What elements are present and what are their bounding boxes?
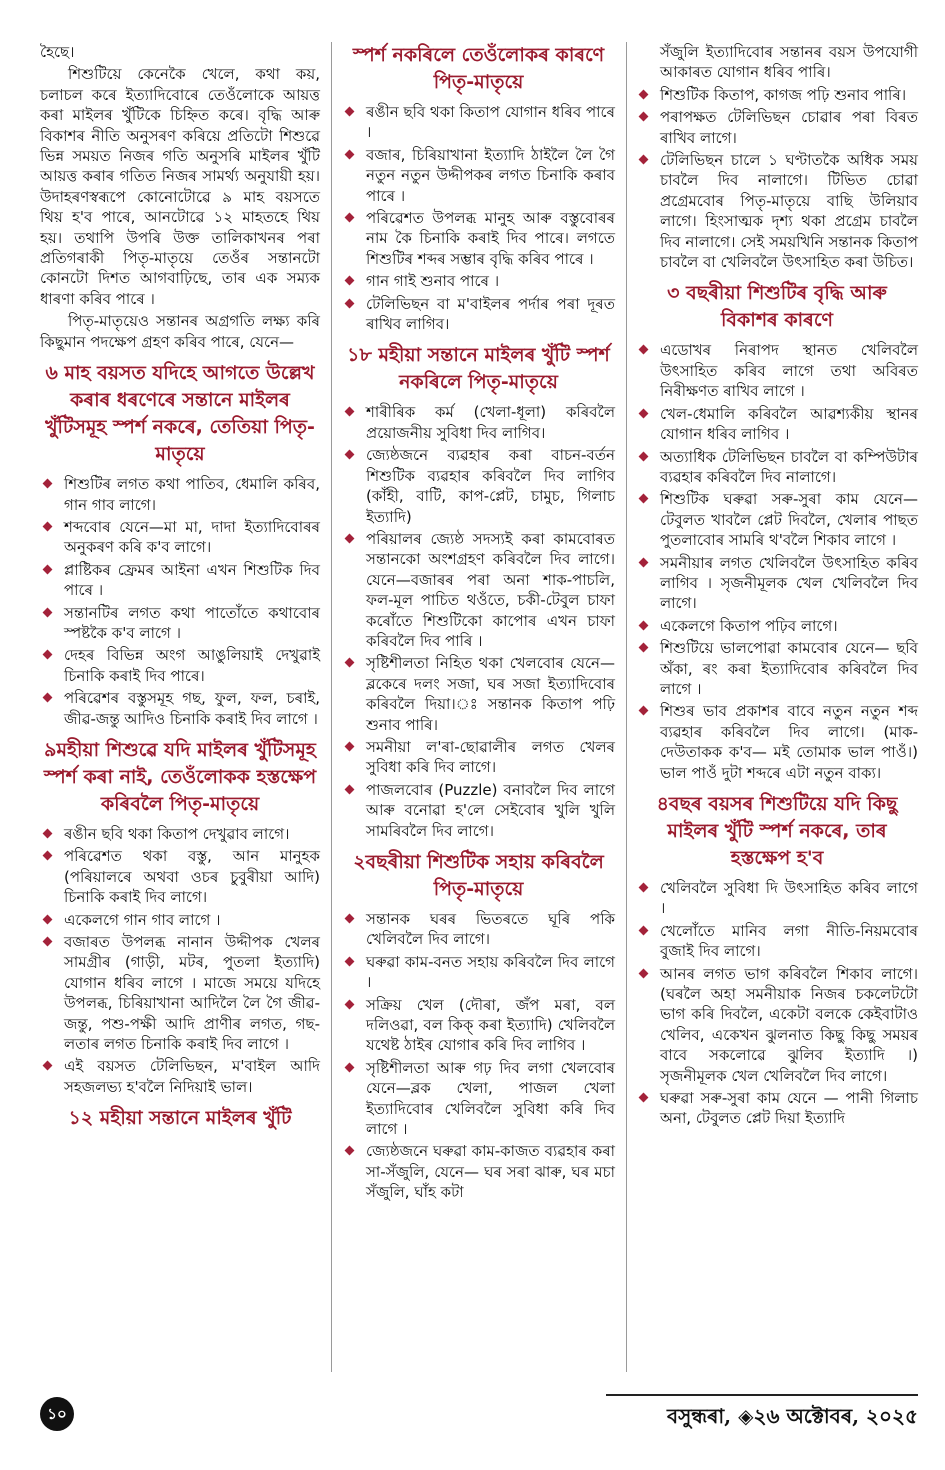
diamond-bullet-icon (639, 494, 649, 504)
list-item (342, 780, 615, 841)
diamond-bullet-icon (345, 1062, 355, 1072)
diamond-bullet-icon (345, 956, 355, 966)
list-item-text: শাৰীৰিক কৰ্ম (খেলা-ধূলা) কৰিবলৈ প্ৰয়োজনীয় সুবিধা দিব লাগিব। (366, 403, 615, 442)
bullet-list (342, 102, 615, 334)
diamond-bullet-icon (639, 155, 649, 165)
diamond-bullet-icon (345, 533, 355, 543)
section-heading: ৯মহীয়া শিশুৱে যদি মাইলৰ খুঁটিসমূহ স্পৰ্শ কৰা নাই, তেওঁলোকক হস্তক্ষেপ কৰিবলৈ পিতৃ-মাতৃয়ে (43, 738, 317, 815)
diamond-bullet-icon (43, 479, 53, 489)
list-item-text: টেলিভিছন বা ম'বাইলৰ পৰ্দাৰ পৰা দূৰত ৰাখিব লাগিব। (366, 294, 615, 334)
list-item-text: পৰিৱেশত থকা বস্তু, আন মানুহক (পৰিয়ালৰে অথবা ওচৰ চুবুৰীয়া আদি) চিনাকি কৰাই দিব লাগে। (64, 847, 320, 907)
section-heading: ৩ বছৰীয়া শিশুটিৰ বৃদ্ধি আৰু বিকাশৰ কাৰণে (667, 282, 887, 332)
diamond-bullet-icon (43, 937, 53, 947)
list-item-text: শব্দবোৰ যেনে—মা মা, দাদা ইত্যাদিবোৰৰ অনুকৰণ কৰি ক'ব লাগে। (64, 517, 320, 557)
diamond-bullet-icon (345, 407, 355, 417)
diamond-bullet-icon (43, 851, 53, 861)
list-item-text: ঘৰুৱা সৰু-সুৰা কাম যেনে — পানী গিলাচ অনা, টেবুলত প্লেট দিয়া ইত্যাদি (660, 1089, 918, 1128)
list-item (40, 560, 320, 601)
list-item (40, 603, 320, 644)
list-item-text: ৰঙীন ছবি থকা কিতাপ যোগান ধৰিব পাৰে । (366, 103, 615, 142)
list-item (342, 445, 615, 527)
section-heading: ১৮ মহীয়া সন্তানে মাইলৰ খুঁটি স্পৰ্শ নকৰিলে পিতৃ-মাতৃয়ে (347, 344, 610, 394)
diamond-bullet-icon (639, 925, 649, 935)
bullet-list (40, 474, 320, 729)
list-item (40, 474, 320, 515)
list-item-text: প্লাষ্টিকৰ ফ্ৰেমৰ আইনা এখন শিশুটিক দিব পাৰে । (64, 560, 320, 600)
diamond-bullet-icon (345, 658, 355, 668)
diamond-bullet-icon (639, 89, 649, 99)
list-item-text: গান গাই শুনাব পাৰে । (366, 272, 500, 291)
section-heading: স্পৰ্শ নকৰিলে তেওঁলোকৰ কাৰণে পিতৃ-মাতৃয়ে (352, 44, 605, 93)
diamond-bullet-icon (43, 914, 53, 924)
bullet-list (342, 402, 615, 841)
list-item (40, 688, 320, 729)
diamond-bullet-icon (43, 1061, 53, 1071)
list-item (636, 85, 918, 105)
list-item (342, 737, 615, 778)
column-2 (342, 42, 615, 1205)
diamond-bullet-icon (345, 213, 355, 223)
diamond-bullet-icon (345, 298, 355, 308)
diamond-bullet-icon (345, 1146, 355, 1156)
list-item (342, 909, 615, 950)
list-item (342, 529, 615, 651)
footer-rule (606, 1394, 918, 1396)
list-item (636, 701, 918, 783)
list-item-text: টেলিভিছন চালে ১ ঘণ্টাতকৈ অধিক সময় চাবলৈ দিব নালাগে। টিভিত চোৱা প্ৰগ্ৰেমবোৰ পিতৃ-মাতৃয়ে বাছি উলিয়াব লাগে। হিংসাত্মক দৃশ্য থকা প্ৰগ্ৰেম চাবলৈ দিব নালাগে। সেই সময়খিনি সন্তানক কিতাপ চাবলৈ বা খেলিবলৈ উৎসাহিত কৰা উচিত। (660, 151, 918, 272)
bullet-list (636, 85, 918, 273)
list-item-text: শিশুটিক কিতাপ, কাগজ পঢ়ি শুনাব পাৰি। (660, 85, 907, 104)
list-item-text: বজাৰ, চিৰিয়াখানা ইত্যাদি ঠাইলৈ লৈ গৈ নতুন নতুন উদ্দীপকৰ লগত চিনাকি কৰাব পাৰে । (366, 145, 615, 205)
diamond-bullet-icon (639, 1093, 649, 1103)
diamond-bullet-icon (345, 149, 355, 159)
list-item (40, 910, 320, 930)
list-item (636, 107, 918, 148)
list-item (636, 921, 918, 962)
section-heading: ২বছৰীয়া শিশুটিক সহায় কৰিবলৈ পিতৃ-মাতৃয়ে (353, 851, 604, 900)
bullet-list (342, 909, 615, 1203)
diamond-bullet-icon (639, 883, 649, 893)
list-item-text: শিশুৰ ভাব প্ৰকাশৰ বাবে নতুন নতুন শব্দ ব্যৱহাৰ কৰিবলৈ দিব লাগে। (মাক-দেউতাকক ক'ব— মই তোমাক ভাল পাওঁ।) ভাল পাওঁ দুটা শব্দৰে এটা নতুন বাক্য। (660, 702, 918, 782)
list-item (636, 1088, 918, 1129)
list-item (342, 653, 615, 735)
list-item-text: অত্যাধিক টেলিভিছন চাবলৈ বা কম্পিউটাৰ ব্যৱহাৰ কৰিবলৈ দিব নালাগে। (660, 447, 918, 486)
list-item (342, 952, 615, 993)
bullet-list (636, 340, 918, 783)
list-item-text: সক্ৰিয় খেল (দৌৰা, জঁপ মৰা, বল দলিওৱা, বল কিক্ কৰা ইত্যাদি) খেলিবলৈ যথেষ্ট ঠাইৰ যোগাৰ কৰি দিব লাগিব । (366, 995, 615, 1055)
list-item (40, 517, 320, 558)
diamond-bullet-icon (345, 999, 355, 1009)
list-item-text: এডোখৰ নিৰাপদ স্থানত খেলিবলৈ উৎসাহিত কৰিব লাগে তথা অবিৰত নিৰীক্ষণত ৰাখিব লাগে । (660, 341, 918, 401)
diamond-bullet-icon (43, 829, 53, 839)
list-item (342, 294, 615, 335)
diamond-bullet-icon (345, 276, 355, 286)
diamond-bullet-icon (345, 742, 355, 752)
paragraph: পিতৃ-মাতৃয়েও সন্তানৰ অগ্ৰগতি লক্ষ্য কৰি কিছুমান পদক্ষেপ গ্ৰহণ কৰিব পাৰে, যেনে— (40, 312, 320, 351)
page-number: ১০ (40, 1397, 74, 1431)
list-item-text: ঘৰুৱা কাম-বনত সহায় কৰিবলৈ দিব লাগে । (366, 952, 615, 992)
list-item-text: জ্যেষ্ঠজনে ঘৰুৱা কাম-কাজত ব্যৱহাৰ কৰা সা-সঁজুলি, যেনে— ঘৰ সৰা ঝাৰু, ঘৰ মচা সঁজুলি, ঘাঁহ কটা (366, 1142, 615, 1202)
list-item (636, 340, 918, 401)
section-heading: ১২ মহীয়া সন্তানে মাইলৰ খুঁটি (68, 1107, 292, 1130)
bullet-list (40, 824, 320, 1097)
list-item-text: দেহৰ বিভিন্ন অংগ আঙুলিয়াই দেখুৱাই চিনাকি কৰাই দিব পাৰে। (64, 646, 320, 685)
list-item-text: পাজলবোৰ (Puzzle) বনাবলৈ দিব লাগে আৰু বনোৱা হ'লে সেইবোৰ খুলি খুলি সামৰিবলৈ দিব লাগে। (366, 780, 615, 840)
diamond-bullet-icon (345, 914, 355, 924)
list-item-text: খেল-ধেমালি কৰিবলৈ আৱশ্যকীয় স্থানৰ যোগান ধৰিব লাগিব । (660, 404, 918, 444)
list-item (342, 208, 615, 269)
column-1 (40, 42, 320, 1138)
diamond-bullet-icon (43, 693, 53, 703)
list-item-text: জ্যেষ্ঠজনে ব্যৱহাৰ কৰা বাচন-বৰ্তন শিশুটিক ব্যৱহাৰ কৰিবলৈ দিব লাগিব (কাঁহী, বাটি, কাপ-প্লেট, চামুচ, গিলাচ ইত্যাদি) (366, 446, 615, 526)
list-item (636, 638, 918, 699)
list-item (40, 846, 320, 907)
diamond-bullet-icon (639, 408, 649, 418)
paragraph: সঁজুলি ইত্যাদিবোৰ সন্তানৰ বয়স উপযোগী আকাৰত যোগান ধৰিব পাৰি। (660, 43, 918, 82)
list-item (40, 932, 320, 1054)
list-item-text: সমনীয়া ল'ৰা-ছোৱালীৰ লগত খেলৰ সুবিধা কৰি দিব লাগে। (366, 737, 615, 777)
diamond-bullet-icon (639, 968, 649, 978)
list-item (342, 995, 615, 1056)
diamond-bullet-icon (639, 620, 649, 630)
diamond-bullet-icon (639, 706, 649, 716)
list-item (636, 489, 918, 550)
list-item-text: পৰিৱেশৰ বস্তুসমূহ গছ, ফুল, ফল, চৰাই, জীৱ-জন্তু আদিও চিনাকি কৰাই দিব লাগে । (64, 689, 320, 728)
diamond-bullet-icon (43, 521, 53, 531)
diamond-bullet-icon (639, 557, 649, 567)
list-item-text: একেলগে কিতাপ পঢ়িব লাগে। (660, 616, 838, 635)
list-item (636, 878, 918, 919)
list-item-text: শিশুটিৰ লগত কথা পাতিব, ধেমালি কৰিব, গান গাব লাগে। (64, 475, 320, 514)
diamond-bullet-icon (639, 643, 649, 653)
list-item (636, 964, 918, 1086)
list-item (40, 1056, 320, 1097)
section-heading: ৬ মাহ বয়সত যদিহে আগতে উল্লেখ কৰাৰ ধৰণেৰে সন্তানে মাইলৰ খুঁটিসমূহ স্পৰ্শ নকৰে, তেতিয়া পিতৃ-মাতৃয়ে (45, 362, 315, 466)
list-item (40, 645, 320, 686)
diamond-bullet-icon (639, 451, 649, 461)
diamond-bullet-icon (43, 607, 53, 617)
list-item (342, 1141, 615, 1202)
diamond-bullet-icon (345, 450, 355, 460)
list-item-text: ৰঙীন ছবি থকা কিতাপ দেখুৱাব লাগে। (64, 824, 290, 843)
list-item-text: সমনীয়াৰ লগত খেলিবলৈ উৎসাহিত কৰিব লাগিব । সৃজনীমূলক খেল খেলিবলৈ দিব লাগে। (660, 553, 918, 613)
diamond-bullet-icon (345, 107, 355, 117)
list-item-text: সৃষ্টিশীলতা আৰু গঢ় দিব লগা খেলবোৰ যেনে—ব্লক খেলা, পাজল খেলা ইত্যাদিবোৰ খেলিবলৈ সুবিধা কৰি দিব লাগে । (366, 1058, 615, 1139)
list-item (636, 553, 918, 614)
list-item (342, 402, 615, 443)
list-item-text: পৰিয়ালৰ জ্যেষ্ঠ সদস্যই কৰা কামবোৰত সন্তানকো অংশগ্ৰহণ কৰিবলৈ দিব লাগে। যেনে—বজাৰৰ পৰা অনা শাক-পাচলি, ফল-মূল পাচিত থওঁতে, চকী-টেবুল চাফা কৰোঁতে শিশুটিকো কাপোৰ এখন চাফা কৰিবলৈ দিব পাৰি । (366, 529, 615, 650)
list-item (636, 404, 918, 445)
section-heading: ৪বছৰ বয়সৰ শিশুটিয়ে যদি কিছু মাইলৰ খুঁটি স্পৰ্শ নকৰে, তাৰ হস্তক্ষেপ হ'ব (656, 793, 898, 869)
paragraph: শিশুটিয়ে কেনেকৈ খেলে, কথা কয়, চলাচল কৰে ইত্যাদিবোৰে তেওঁলোকে আয়ত্ত কৰা মাইলৰ খুঁটিকে চিহ্নিত কৰে। বৃদ্ধি আৰু বিকাশৰ নীতি অনুসৰণ কৰিয়ে প্ৰতিটো শিশুৱে ভিন্ন সময়ত নিজৰ গতি অনুসৰি মাইলৰ খুঁটি আয়ত্ত কৰাৰ গতিত নিজৰ সামৰ্থ্য অনুযায়ী হয়। উদাহৰণস্বৰূপে কোনোটোৱে ৯ মাহ বয়সতে থিয় হ'ব পাৰে, আনটোৱে ১২ মাহতহে থিয় হয়। তথাপি উপৰি উক্ত তালিকাখনৰ পৰা প্ৰতিগৰাকী পিতৃ-মাতৃয়ে তেওঁৰ সন্তানটো কোনটো দিশত আগবাঢ়িছে, তাৰ এক সম্যক ধাৰণা কৰিব পাৰে । (40, 65, 320, 308)
diamond-bullet-icon (639, 112, 649, 122)
diamond-bullet-icon (43, 564, 53, 574)
list-item-text: শিশুটিক ঘৰুৱা সৰু-সুৰা কাম যেনে—টেবুলত খাবলৈ প্লেট দিবলৈ, খেলাৰ পাছত পুতলাবোৰ সামৰি থ'বলৈ শিকাব লাগে । (660, 490, 918, 550)
diamond-bullet-icon (639, 345, 649, 355)
column-divider (331, 42, 332, 1372)
column-divider (626, 42, 627, 1372)
list-item-text: পৰাপক্ষত টেলিভিছন চোৱাৰ পৰা বিৰত ৰাখিব লাগে। (660, 108, 918, 147)
list-item (342, 1058, 615, 1140)
list-item (342, 145, 615, 206)
list-item (636, 150, 918, 272)
list-item-text: সন্তানটিৰ লগত কথা পাতোঁতে কথাবোৰ স্পষ্টকৈ ক'ব লাগে । (64, 603, 320, 642)
list-item-text: খেলোঁতে মানিব লগা নীতি-নিয়মবোৰ বুজাই দিব লাগে। (660, 921, 918, 961)
list-item-text: শিশুটিয়ে ভালপোৱা কামবোৰ যেনে— ছবি অঁকা, ৰং কৰা ইত্যাদিবোৰ কৰিবলৈ দিব লাগে । (660, 639, 918, 698)
list-item-text: এই বয়সত টেলিভিছন, ম'বাইল আদি সহজলভ্য হ'বলৈ নিদিয়াই ভাল। (64, 1057, 320, 1096)
list-item-text: একেলগে গান গাব লাগে । (64, 910, 221, 929)
column-3 (636, 42, 918, 1131)
list-item (342, 271, 615, 291)
publication-footer: বসুন্ধৰা, ◈২৬ অক্টোবৰ, ২০২৫ (666, 1404, 918, 1428)
list-item-text: খেলিবলৈ সুবিধা দি উৎসাহিত কৰিব লাগে । (660, 879, 918, 918)
diamond-bullet-icon (345, 784, 355, 794)
bullet-list (636, 878, 918, 1129)
diamond-bullet-icon (43, 650, 53, 660)
list-item-text: আনৰ লগত ভাগ কৰিবলৈ শিকাব লাগে। (ঘৰলৈ অহা সমনীয়াক নিজৰ চকলেটটো ভাগ কৰি দিবলৈ, একেটা বলকে কেইবাটাও খেলিব, একেখন ঝুলনাত কিছু কিছু সময়ৰ বাবে সকলোৱে ঝুলিব ইত্যাদি ।) সৃজনীমূলক খেল খেলিবলৈ দিব লাগে। (660, 964, 918, 1085)
list-item (636, 616, 918, 636)
list-item-text: বজাৰত উপলব্ধ নানান উদ্দীপক খেলৰ সামগ্ৰীৰ (গাড়ী, মটৰ, পুতলা ইত্যাদি) যোগান ধৰিব লাগে । মাজে সময়ে যদিহে উপলব্ধ, চিৰিয়াখানা আদিলৈ লৈ গৈ জীৱ-জন্তু, পশু-পক্ষী আদি প্ৰাণীৰ লগত, গছ-লতাৰ লগত চিনাকি কৰাই দিব লাগে । (64, 933, 320, 1054)
list-item-text: সৃষ্টিশীলতা নিহিত থকা খেলবোৰ যেনে—ব্লকেৰে দলং সজা, ঘৰ সজা ইত্যাদিবোৰ কৰিবলৈ দিয়া।ঃ সন্তানক কিতাপ পঢ়ি শুনাব পাৰি। (366, 654, 615, 734)
paragraph: হৈছে। (40, 43, 75, 61)
list-item (40, 824, 320, 844)
list-item-text: পৰিৱেশত উপলব্ধ মানুহ আৰু বস্তুবোৰৰ নাম কৈ চিনাকি কৰাই দিব পাৰে। লগতে শিশুটিৰ শব্দৰ সম্ভাৰ বৃদ্ধি কৰিব পাৰে । (366, 209, 615, 268)
list-item (636, 447, 918, 488)
list-item (342, 102, 615, 143)
list-item-text: সন্তানক ঘৰৰ ভিতৰতে ঘূৰি পকি খেলিবলৈ দিব লাগে। (366, 910, 615, 949)
